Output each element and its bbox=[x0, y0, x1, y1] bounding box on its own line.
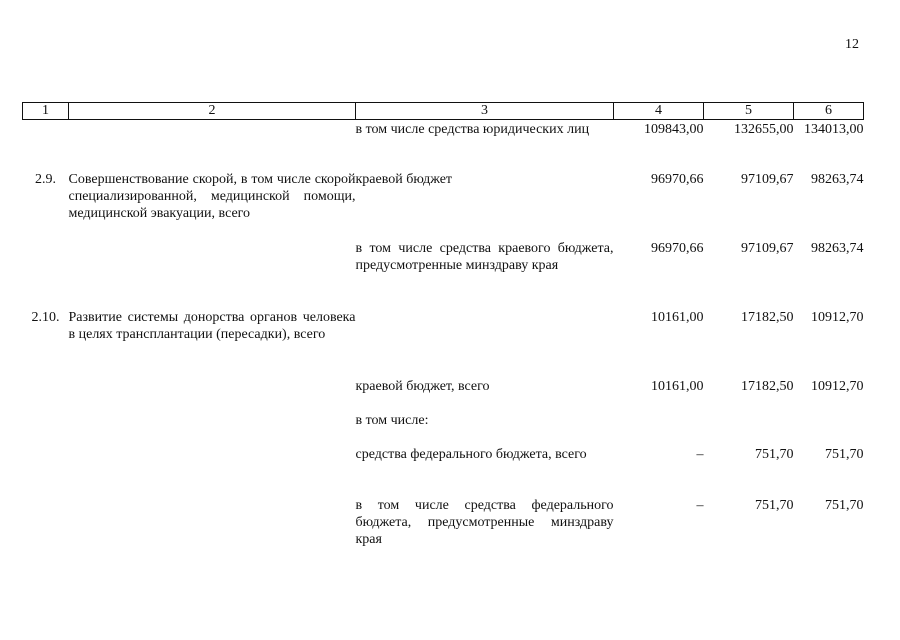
row-number bbox=[23, 240, 69, 309]
budget-table bbox=[22, 102, 864, 548]
activity-name bbox=[69, 497, 356, 548]
table-row bbox=[23, 497, 864, 548]
row-number bbox=[23, 378, 69, 412]
row-number bbox=[23, 497, 69, 548]
value-col4: 10161,00 bbox=[651, 378, 704, 394]
value-col5 bbox=[704, 412, 794, 446]
table-row bbox=[23, 171, 864, 240]
value-col5: 751,70 bbox=[755, 446, 794, 462]
value-col5: 97109,67 bbox=[741, 240, 794, 256]
value-col6: 751,70 bbox=[825, 446, 864, 462]
value-col6: 10912,70 bbox=[811, 309, 864, 325]
value-col4 bbox=[614, 412, 704, 446]
row-number: 2.10. bbox=[31, 309, 60, 325]
funding-source: в том числе средства краевого бюджета, предусмотренные минздраву края bbox=[355, 240, 614, 273]
value-col4: – bbox=[696, 446, 704, 462]
column-header: 4 bbox=[614, 103, 704, 120]
page-number: 12 bbox=[845, 37, 859, 52]
value-col6: 751,70 bbox=[825, 497, 864, 513]
row-number bbox=[23, 446, 69, 497]
value-col4: – bbox=[696, 497, 704, 513]
value-col6: 10912,70 bbox=[811, 378, 864, 394]
column-header: 2 bbox=[69, 103, 356, 120]
funding-source: в том числе: bbox=[355, 412, 429, 428]
row-number bbox=[23, 120, 69, 171]
funding-source: в том числе средства федерального бюджета, предусмотренные минздраву края bbox=[355, 497, 614, 547]
table-row bbox=[23, 378, 864, 412]
value-col5: 17182,50 bbox=[741, 309, 794, 325]
column-header: 1 bbox=[23, 103, 69, 120]
row-number: 2.9. bbox=[35, 171, 56, 187]
activity-name bbox=[69, 120, 356, 171]
value-col4: 96970,66 bbox=[651, 171, 704, 187]
value-col6: 134013,00 bbox=[804, 122, 864, 137]
activity-name bbox=[69, 446, 356, 497]
table-row bbox=[23, 240, 864, 309]
column-header: 6 bbox=[794, 103, 864, 120]
value-col6 bbox=[794, 412, 864, 446]
funding-source bbox=[356, 309, 614, 378]
column-header: 5 bbox=[704, 103, 794, 120]
value-col4: 109843,00 bbox=[644, 122, 704, 137]
value-col4: 96970,66 bbox=[651, 240, 704, 256]
column-header: 3 bbox=[356, 103, 614, 120]
value-col5: 132655,00 bbox=[734, 122, 794, 137]
value-col6: 98263,74 bbox=[811, 240, 864, 256]
row-number bbox=[23, 412, 69, 446]
funding-source: средства федерального бюджета, всего bbox=[355, 446, 587, 462]
activity-name bbox=[69, 240, 356, 309]
table-header-row bbox=[23, 103, 864, 120]
funding-source: в том числе средства юридических лиц bbox=[355, 122, 590, 137]
value-col6: 98263,74 bbox=[811, 171, 864, 187]
funding-source: краевой бюджет, всего bbox=[355, 378, 490, 394]
value-col4: 10161,00 bbox=[651, 309, 704, 325]
table-row bbox=[23, 309, 864, 378]
funding-source: краевой бюджет bbox=[355, 171, 453, 187]
activity-name: Совершенствование скорой, в том числе скорой специализированной, медицинской помощи, медицинской эвакуации, всего bbox=[68, 171, 356, 221]
value-col5: 17182,50 bbox=[741, 378, 794, 394]
activity-name bbox=[69, 412, 356, 446]
table-row bbox=[23, 120, 864, 171]
table-row bbox=[23, 446, 864, 497]
table-row bbox=[23, 412, 864, 446]
activity-name bbox=[69, 378, 356, 412]
value-col5: 751,70 bbox=[755, 497, 794, 513]
activity-name: Развитие системы донорства органов человека в целях трансплантации (пересадки), всего bbox=[68, 309, 356, 342]
value-col5: 97109,67 bbox=[741, 171, 794, 187]
